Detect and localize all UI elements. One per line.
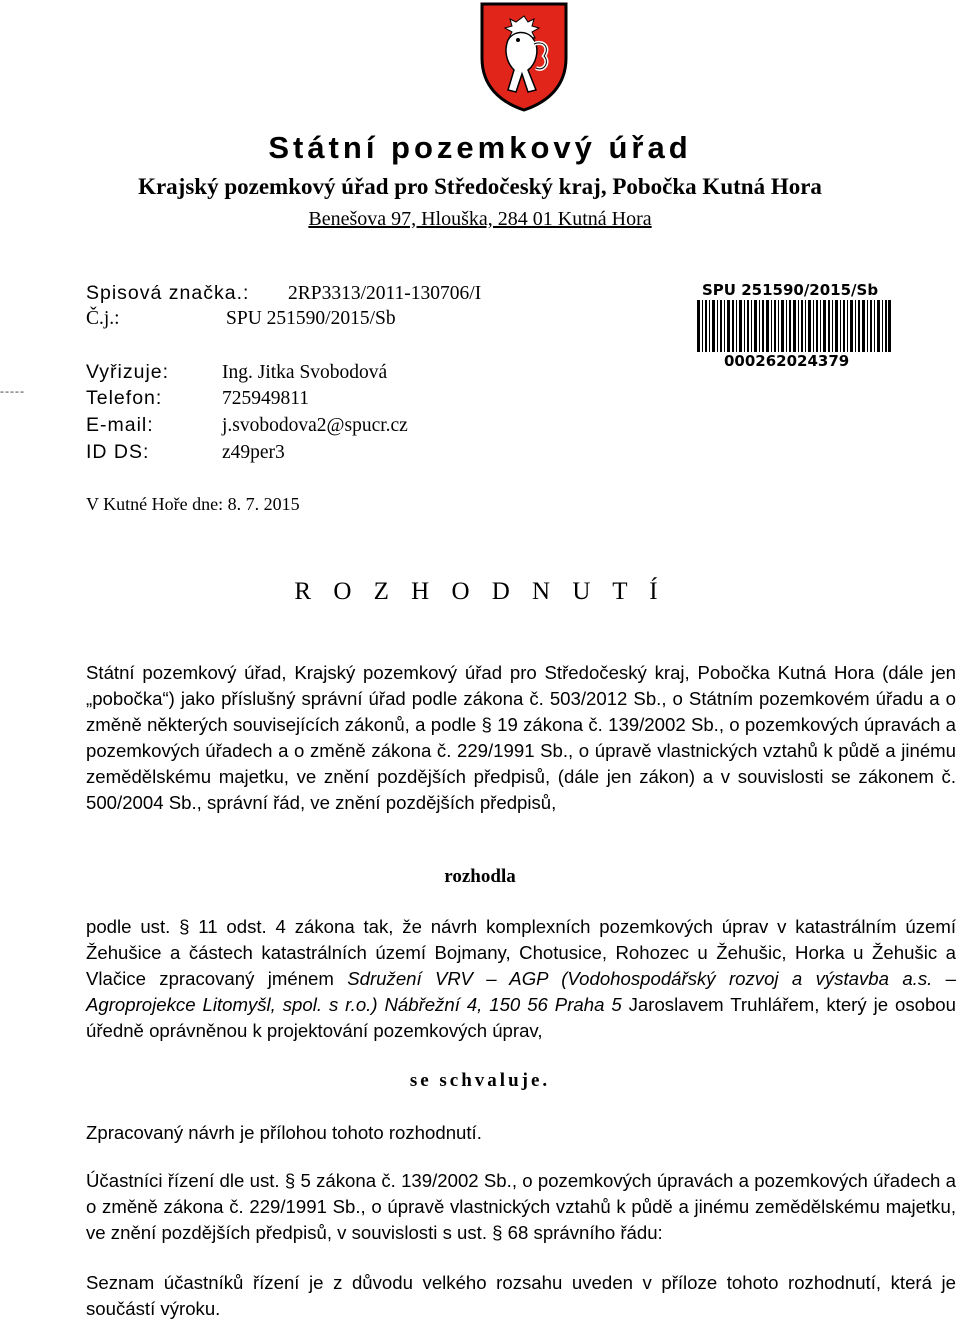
file-mark-label: Spisová značka.: [86,282,250,304]
email-label: E-mail: [86,414,154,436]
databox-value: z49per3 [222,442,285,463]
barcode-top-text: SPU 251590/2015/Sb [702,281,879,299]
handled-by-value: Ing. Jitka Svobodová [222,362,388,383]
paragraph-participants-list: Seznam účastníků řízení je z důvodu velkého rozsahu uveden v příloze tohoto rozhodnutí, která je součástí výroku. [86,1272,956,1319]
file-mark-value: 2RP3313/2011-130706/I [288,283,482,304]
decision-text-part2: Jaroslavem Truhlářem, který je osobou úředně oprávněnou k projektování pozemkových úprav, [86,994,956,1041]
decision-text-part1: podle ust. § 11 odst. 4 zákona tak, že návrh komplexních pozemkových úprav v katastrálním území Žehušice a částech katastrálních území Bojmany, Chotusice, Rohozec u Žehušic, Horka u Žehušic a Vlačice zpracovaný jménem [86,916,956,989]
phone-label: Telefon: [86,387,163,409]
decision-heading: R O Z H O D N U T Í [294,578,666,605]
office-subtitle: Krajský pozemkový úřad pro Středočeský kraj, Pobočka Kutná Hora [138,174,822,199]
state-emblem-icon [478,0,570,112]
paragraph-decision [86,914,956,1044]
date-line: V Kutné Hoře dne: 8. 7. 2015 [86,494,300,514]
organization-title: Státní pozemkový úřad [268,130,692,165]
paragraph-authority: Státní pozemkový úřad, Krajský pozemkový úřad pro Středočeský kraj, Pobočka Kutná Hora (dále jen „pobočka“) jako příslušný správní úřad podle zákona č. 503/2012 Sb., o Státním pozemkovém úřadu a o změně některých souvisejících zákonů, a podle § 19 zákona č. 139/2002 Sb., o pozemkových úpravách a pozemkových úřadech a o změně zákona č. 229/1991 Sb., o úpravě vlastnických vztahů k půdě a jinému zemědělskému majetku, ve znění pozdějších předpisů, (dále jen zákon) a v souvislosti se zákonem č. 500/2004 Sb., správní řád, ve znění pozdějších předpisů, [86,662,956,813]
applicant-name: Sdružení VRV – AGP (Vodohospodářský rozvoj a výstavba a.s. – Agroprojekce Litomyšl, spol. s r.o.) Nábřežní 4, 150 56 Praha 5 [86,968,957,1015]
databox-label: ID DS: [86,441,150,463]
email-value: j.svobodova2@spucr.cz [222,415,408,436]
phone-value: 725949811 [222,388,310,409]
margin-mark: ----- [0,384,25,398]
office-address: Benešova 97, Hlouška, 284 01 Kutná Hora [308,208,652,230]
handled-by-label: Vyřizuje: [86,361,170,383]
paragraph-participants: Účastníci řízení dle ust. § 5 zákona č. 139/2002 Sb., o pozemkových úpravách a pozemkových úřadech a o změně zákona č. 229/1991 Sb., o úpravě vlastnických vztahů k půdě a jinému zemědělskému majetku, ve znění pozdějších předpisů, v souvislosti s ust. § 68 správního řádu: [86,1170,956,1243]
barcode-number: 000262024379 [724,352,850,370]
decided-heading: rozhodla [444,866,516,887]
ref-label: Č.j.: [86,308,120,329]
ref-value: SPU 251590/2015/Sb [226,308,396,329]
approved-heading: se schvaluje. [409,1070,551,1091]
paragraph-attachment: Zpracovaný návrh je přílohou tohoto rozhodnutí. [86,1122,482,1143]
barcode-icon [697,300,891,352]
